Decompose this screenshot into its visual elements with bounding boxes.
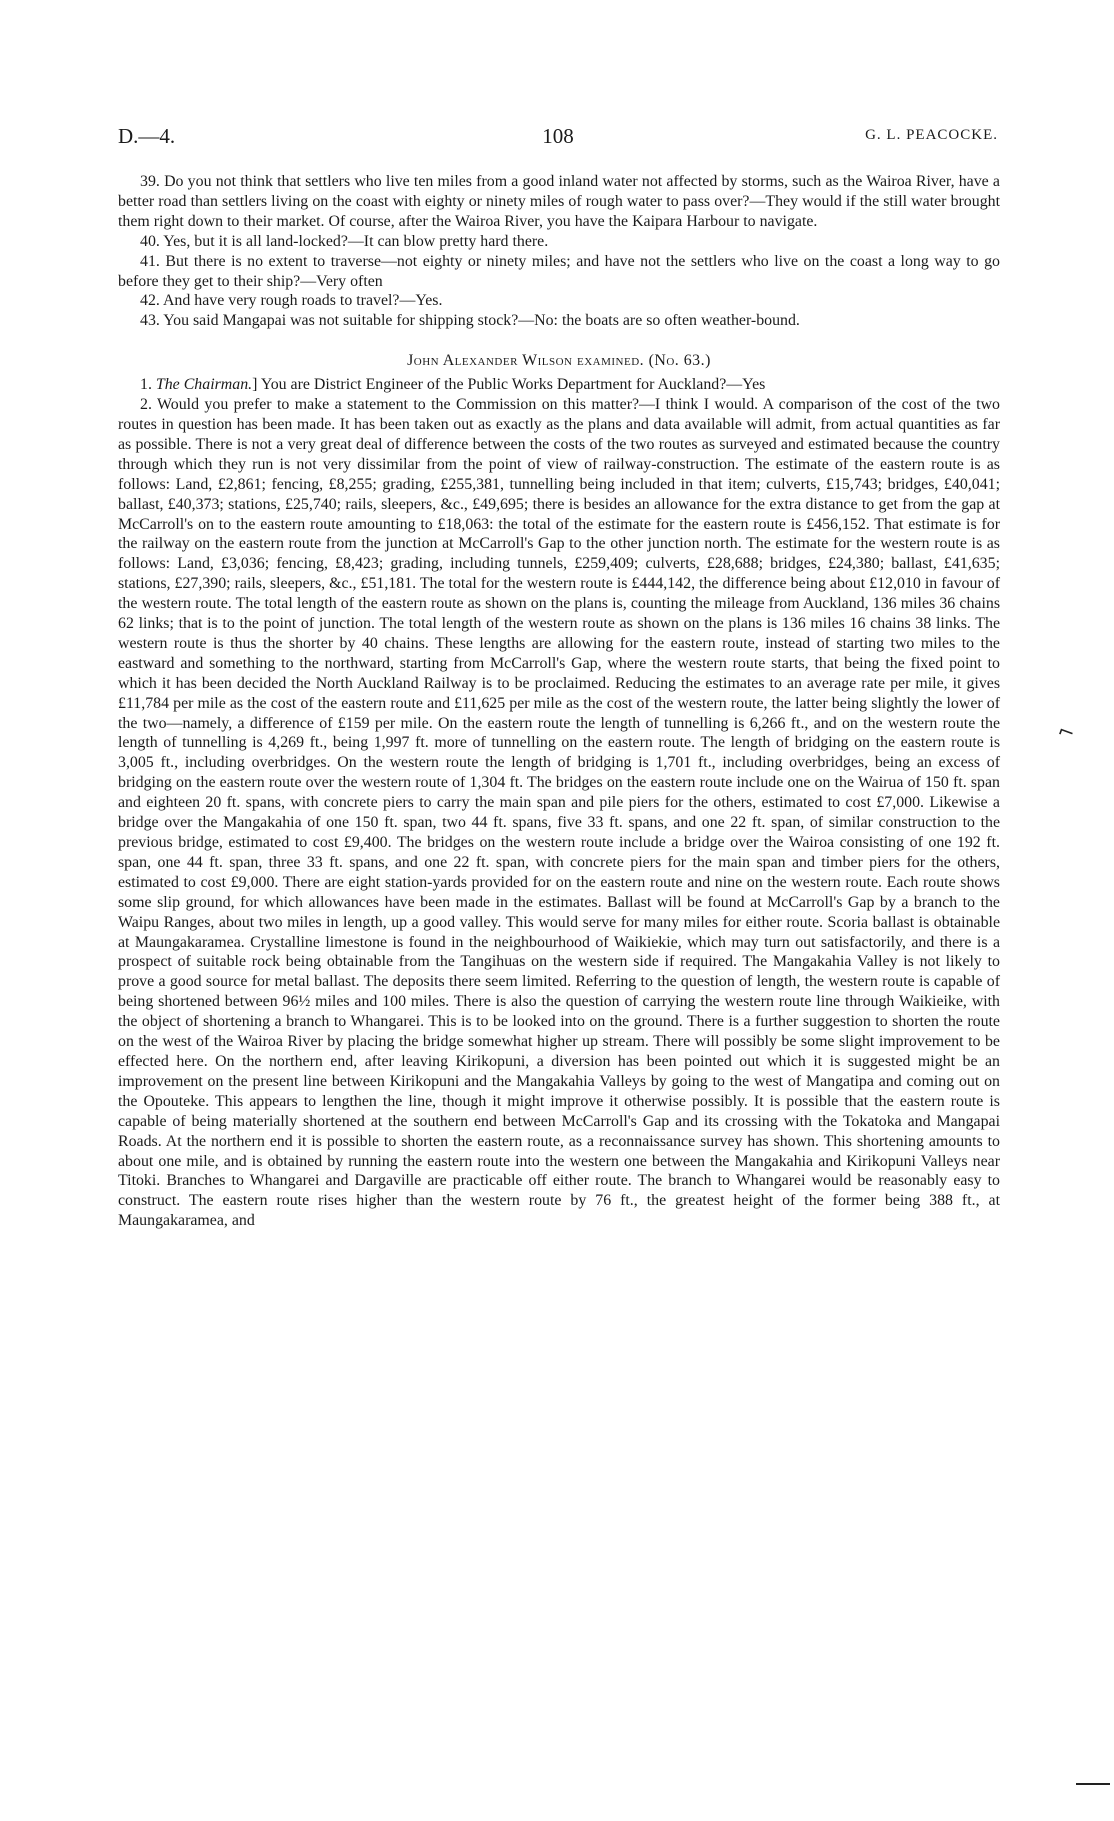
page-header bbox=[118, 124, 998, 154]
witness-name: G. L. PEACOCKE. bbox=[865, 127, 998, 143]
question-40: 40. Yes, but it is all land-locked?—It can blow pretty hard there. bbox=[140, 232, 549, 250]
witness-heading: John Alexander Wilson examined. (No. 63.) bbox=[407, 352, 711, 370]
question-42: 42. And have very rough roads to travel?—Yes. bbox=[140, 292, 443, 310]
section-heading bbox=[118, 351, 1000, 371]
page-body bbox=[118, 172, 1000, 1231]
question-41: 41. But there is no extent to traverse—not eighty or ninety miles; and have not the settlers who live on the coast a long way to go before they get to their ship?—Very often bbox=[118, 252, 1000, 290]
question-1 bbox=[118, 375, 1000, 395]
document-code: D.—4. bbox=[118, 124, 176, 148]
question-43: 43. You said Mangapai was not suitable for shipping stock?—No: the boats are so often weather-bound. bbox=[140, 312, 800, 330]
question-1-number: 1. bbox=[140, 376, 156, 394]
question-1-text: ] You are District Engineer of the Public Works Department for Auckland?—Yes bbox=[252, 376, 766, 394]
page-number: 108 bbox=[542, 124, 574, 148]
margin-dash bbox=[1076, 1783, 1110, 1785]
question-39: 39. Do you not think that settlers who live ten miles from a good inland water not affected by storms, such as the Wairoa River, have a better road than settlers living on the coast with eighty or ninety miles of rough water to pass over?—They would if the still water brought them right down to their market. Of course, after the Wairoa River, you have the Kaipara Harbour to navigate. bbox=[118, 173, 1000, 230]
margin-mark: ⌐ bbox=[1054, 717, 1079, 747]
question-1-speaker: The Chairman. bbox=[155, 376, 253, 394]
question-2: 2. Would you prefer to make a statement to the Commission on this matter?—I think I would. A comparison of the cost of the two routes in question has been made. It has been taken out as exactly as the plans and data available will admit, from actual quantities as far as possible. There is not a very great deal of difference between the costs of the two routes as surveyed and estimated because the country through which they run is not very dissimilar from the point of view of railway-construction. The estimate of the eastern route is as follows: Land, £2,861; fencing, £8,255; grading, £255,381, tunnelling being included in that item; culverts, £15,743; bridges, £40,041; ballast, £40,373; stations, £25,740; rails, sleepers, &c., £49,695; there is besides an allowance for the extra distance to get from the gap at McCarroll's on to the eastern route amounting to £18,063: the total of the estimate for the eastern route is £456,152. That estimate is for the railway on the eastern route from the junction at McCarroll's Gap to the other junction north. The estimate for the western route is as follows: Land, £3,036; fencing, £8,423; grading, including tunnels, £259,409; culverts, £28,688; bridges, £24,380; ballast, £41,635; stations, £27,390; rails, sleepers, &c., £51,181. The total for the western route is £444,142, the difference being about £12,010 in favour of the western route. The total length of the eastern route as shown on the plans is, counting the mileage from Auckland, 136 miles 36 chains 62 links; that is to the point of junction. The total length of the western route as shown on the plans is 136 miles 16 chains 38 links. The western route is thus the shorter by 40 chains. These lengths are allowing for the eastern route, instead of starting two miles to the eastward and something to the northward, starting from McCarroll's Gap, where the western route starts, that being the fixed point to which it has been decided the North Auckland Railway is to be proclaimed. Reducing the estimates to an average rate per mile, it gives £11,784 per mile as the cost of the eastern route and £11,625 per mile as the cost of the western route, the latter being slightly the lower of the two—namely, a difference of £159 per mile. On the eastern route the length of tunnelling is 6,266 ft., and on the western route the length of tunnelling is 4,269 ft., being 1,997 ft. more of tunnelling on the eastern route. The length of bridging on the eastern route is 3,005 ft., including overbridges. On the western route the length of bridging is 1,701 ft., including overbridges, being an excess of bridging on the eastern route over the western route of 1,304 ft. The bridges on the eastern route include one on the Wairua of 150 ft. span and eighteen 20 ft. spans, with concrete piers to carry the main span and pile piers for the others, estimated to cost £7,000. Likewise a bridge over the Mangakahia of one 150 ft. span, two 44 ft. spans, five 33 ft. spans, and one 22 ft. span, of similar construction to the previous bridge, estimated to cost £9,400. The bridges on the western route include a bridge over the Wairoa consisting of one 192 ft. span, one 44 ft. span, three 33 ft. spans, and one 22 ft. span, with concrete piers for the main span and timber piers for the others, estimated to cost £9,000. There are eight station-yards provided for on the eastern route and nine on the western route. Each route shows some slip ground, for which allowances have been made in the estimates. Ballast will be found at McCarroll's Gap by a branch to the Waipu Ranges, about two miles in length, up a good valley. This would serve for many miles for either route. Scoria ballast is obtainable at Maungakaramea. Crystalline limestone is found in the neighbourhood of Waikiekie, which may turn out satisfactorily, and there is a prospect of suitable rock being obtainable from the Tangihuas on the western side if required. The Mangakahia Valley is not likely to prove a good source for metal ballast. The deposits there seem limited. Referring to the question of length, the western route is capable of being shortened between 96½ miles and 100 miles. There is also the question of carrying the western route line through Waikieike, with the object of shortening a branch to Whangarei. This is to be looked into on the ground. There is a further suggestion to shorten the route on the west of the Wairoa River by placing the bridge somewhat higher up stream. There will possibly be some slight improvement to be effected here. On the northern end, after leaving Kirikopuni, a diversion has been pointed out which it is suggested might be an improvement on the present line between Kirikopuni and the Mangakahia Valleys by going to the west of Mangatipa and coming out on the Opouteke. This appears to lengthen the line, though it might improve it otherwise possibly. It is possible that the eastern route is capable of being materially shortened at the southern end between McCarroll's Gap and its crossing with the Tokatoka and Mangapai Roads. At the northern end it is possible to shorten the eastern route, as a reconnaissance survey has shown. This shortening amounts to about one mile, and is obtained by running the eastern route into the western one between the Mangakahia and Kirikopuni Valleys near Titoki. Branches to Whangarei and Dargaville are practicable off either route. The branch to Whangarei would be reasonably easy to construct. The eastern route rises higher than the western route by 76 ft., the greatest height of the former being 388 ft., at Maungakaramea, and bbox=[118, 396, 1000, 1230]
